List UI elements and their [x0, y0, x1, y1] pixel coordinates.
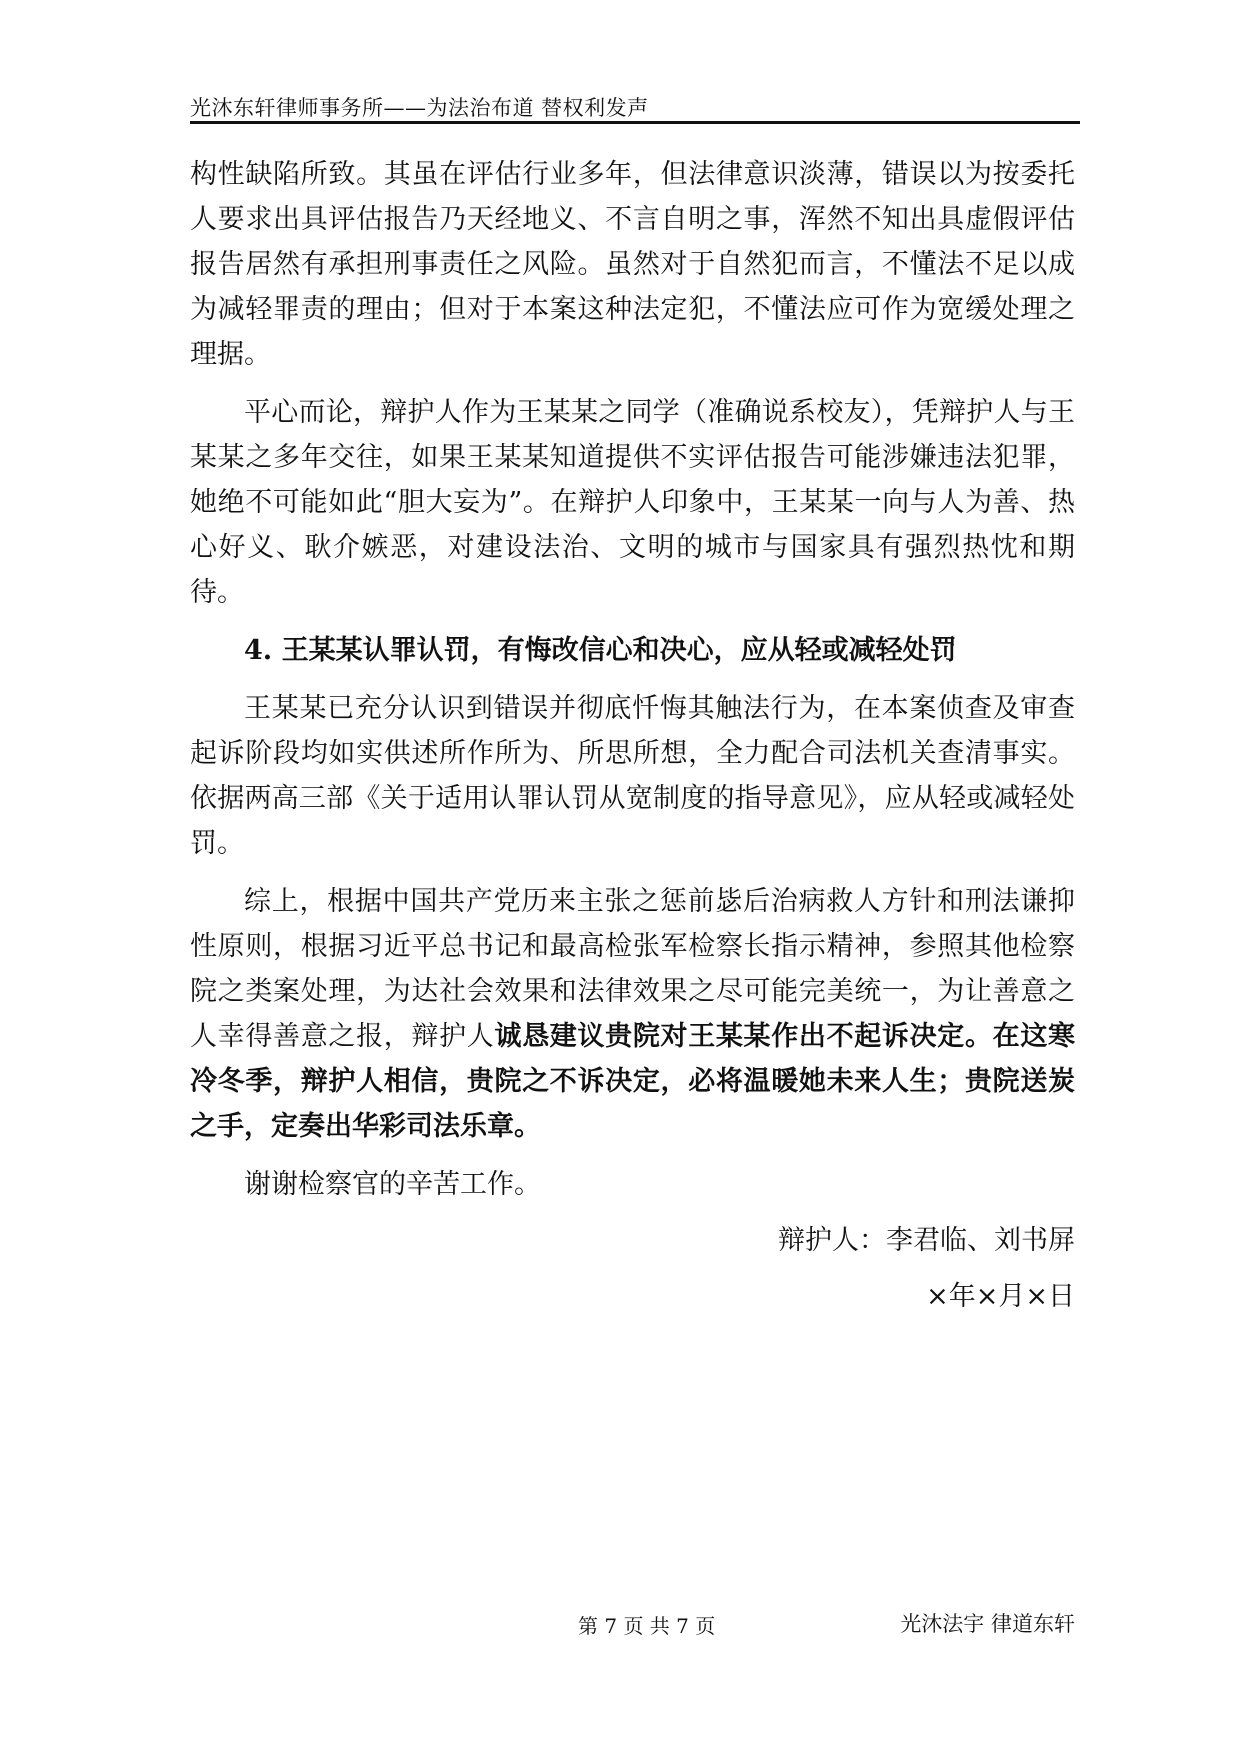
conclusion-text: 综上，根据中国共产党历来主张之惩前毖后治病救人方针和刑法谦抑性原则，根据习近平总书记和最高检张军检察长指示精神，参照其他检察院之类案处理，为达社会效果和法律效果之尽可能完美统一，为让善意之人幸得善意之报，辩护人: [190, 886, 1075, 1052]
date-line: ×年×月×日: [926, 1281, 1075, 1312]
paragraph-conclusion: [190, 879, 1075, 1149]
paragraph-plea: 王某某已充分认识到错误并彻底忏悔其触法行为，在本案侦查及审查起诉阶段均如实供述所作所为、所思所想，全力配合司法机关查清事实。依据两高三部《关于适用认罪认罚从宽制度的指导意见》，应从轻或减轻处罚。: [190, 693, 1075, 859]
conclusion-request-bold: 诚恳建议贵院对王某某作出不起诉决定。在这寒冷冬季，辩护人相信，贵院之不诉决定，必将温暖她未来人生；贵院送炭之手，定奏出华彩司法乐章。: [190, 1021, 1076, 1142]
paragraph-continuation: 构性缺陷所致。其虽在评估行业多年，但法律意识淡薄，错误以为按委托人要求出具评估报告乃天经地义、不言自明之事，浑然不知出具虚假评估报告居然有承担刑事责任之风险。虽然对于自然犯而言，不懂法不足以成为减轻罪责的理由；但对于本案这种法定犯，不懂法应可作为宽缓处理之理据。: [190, 159, 1075, 370]
paragraph-thanks: 谢谢检察官的辛苦工作。: [244, 1169, 541, 1200]
section-heading-4: 4. 王某某认罪认罚，有悔改信心和决心，应从轻或减轻处罚: [244, 635, 957, 666]
page-number: 第 7 页 共 7 页: [578, 1614, 716, 1638]
signature: 辩护人：李君临、刘书屏: [778, 1225, 1075, 1256]
header-title: 光沐东轩律师事务所——为法治布道 替权利发声: [190, 96, 649, 120]
document-body: [190, 152, 1075, 1319]
page-header: [190, 84, 1080, 124]
paragraph-defender-impression: 平心而论，辩护人作为王某某之同学（准确说系校友），凭辩护人与王某某之多年交往，如果王某某知道提供不实评估报告可能涉嫌违法犯罪，她绝不可能如此“胆大妄为”。在辩护人印象中，王某某一向与人为善、热心好义、耿介嫉恶，对建设法治、文明的城市与国家具有强烈热忱和期待。: [190, 397, 1075, 608]
footer-slogan: 光沐法宇 律道东轩: [900, 1612, 1075, 1636]
